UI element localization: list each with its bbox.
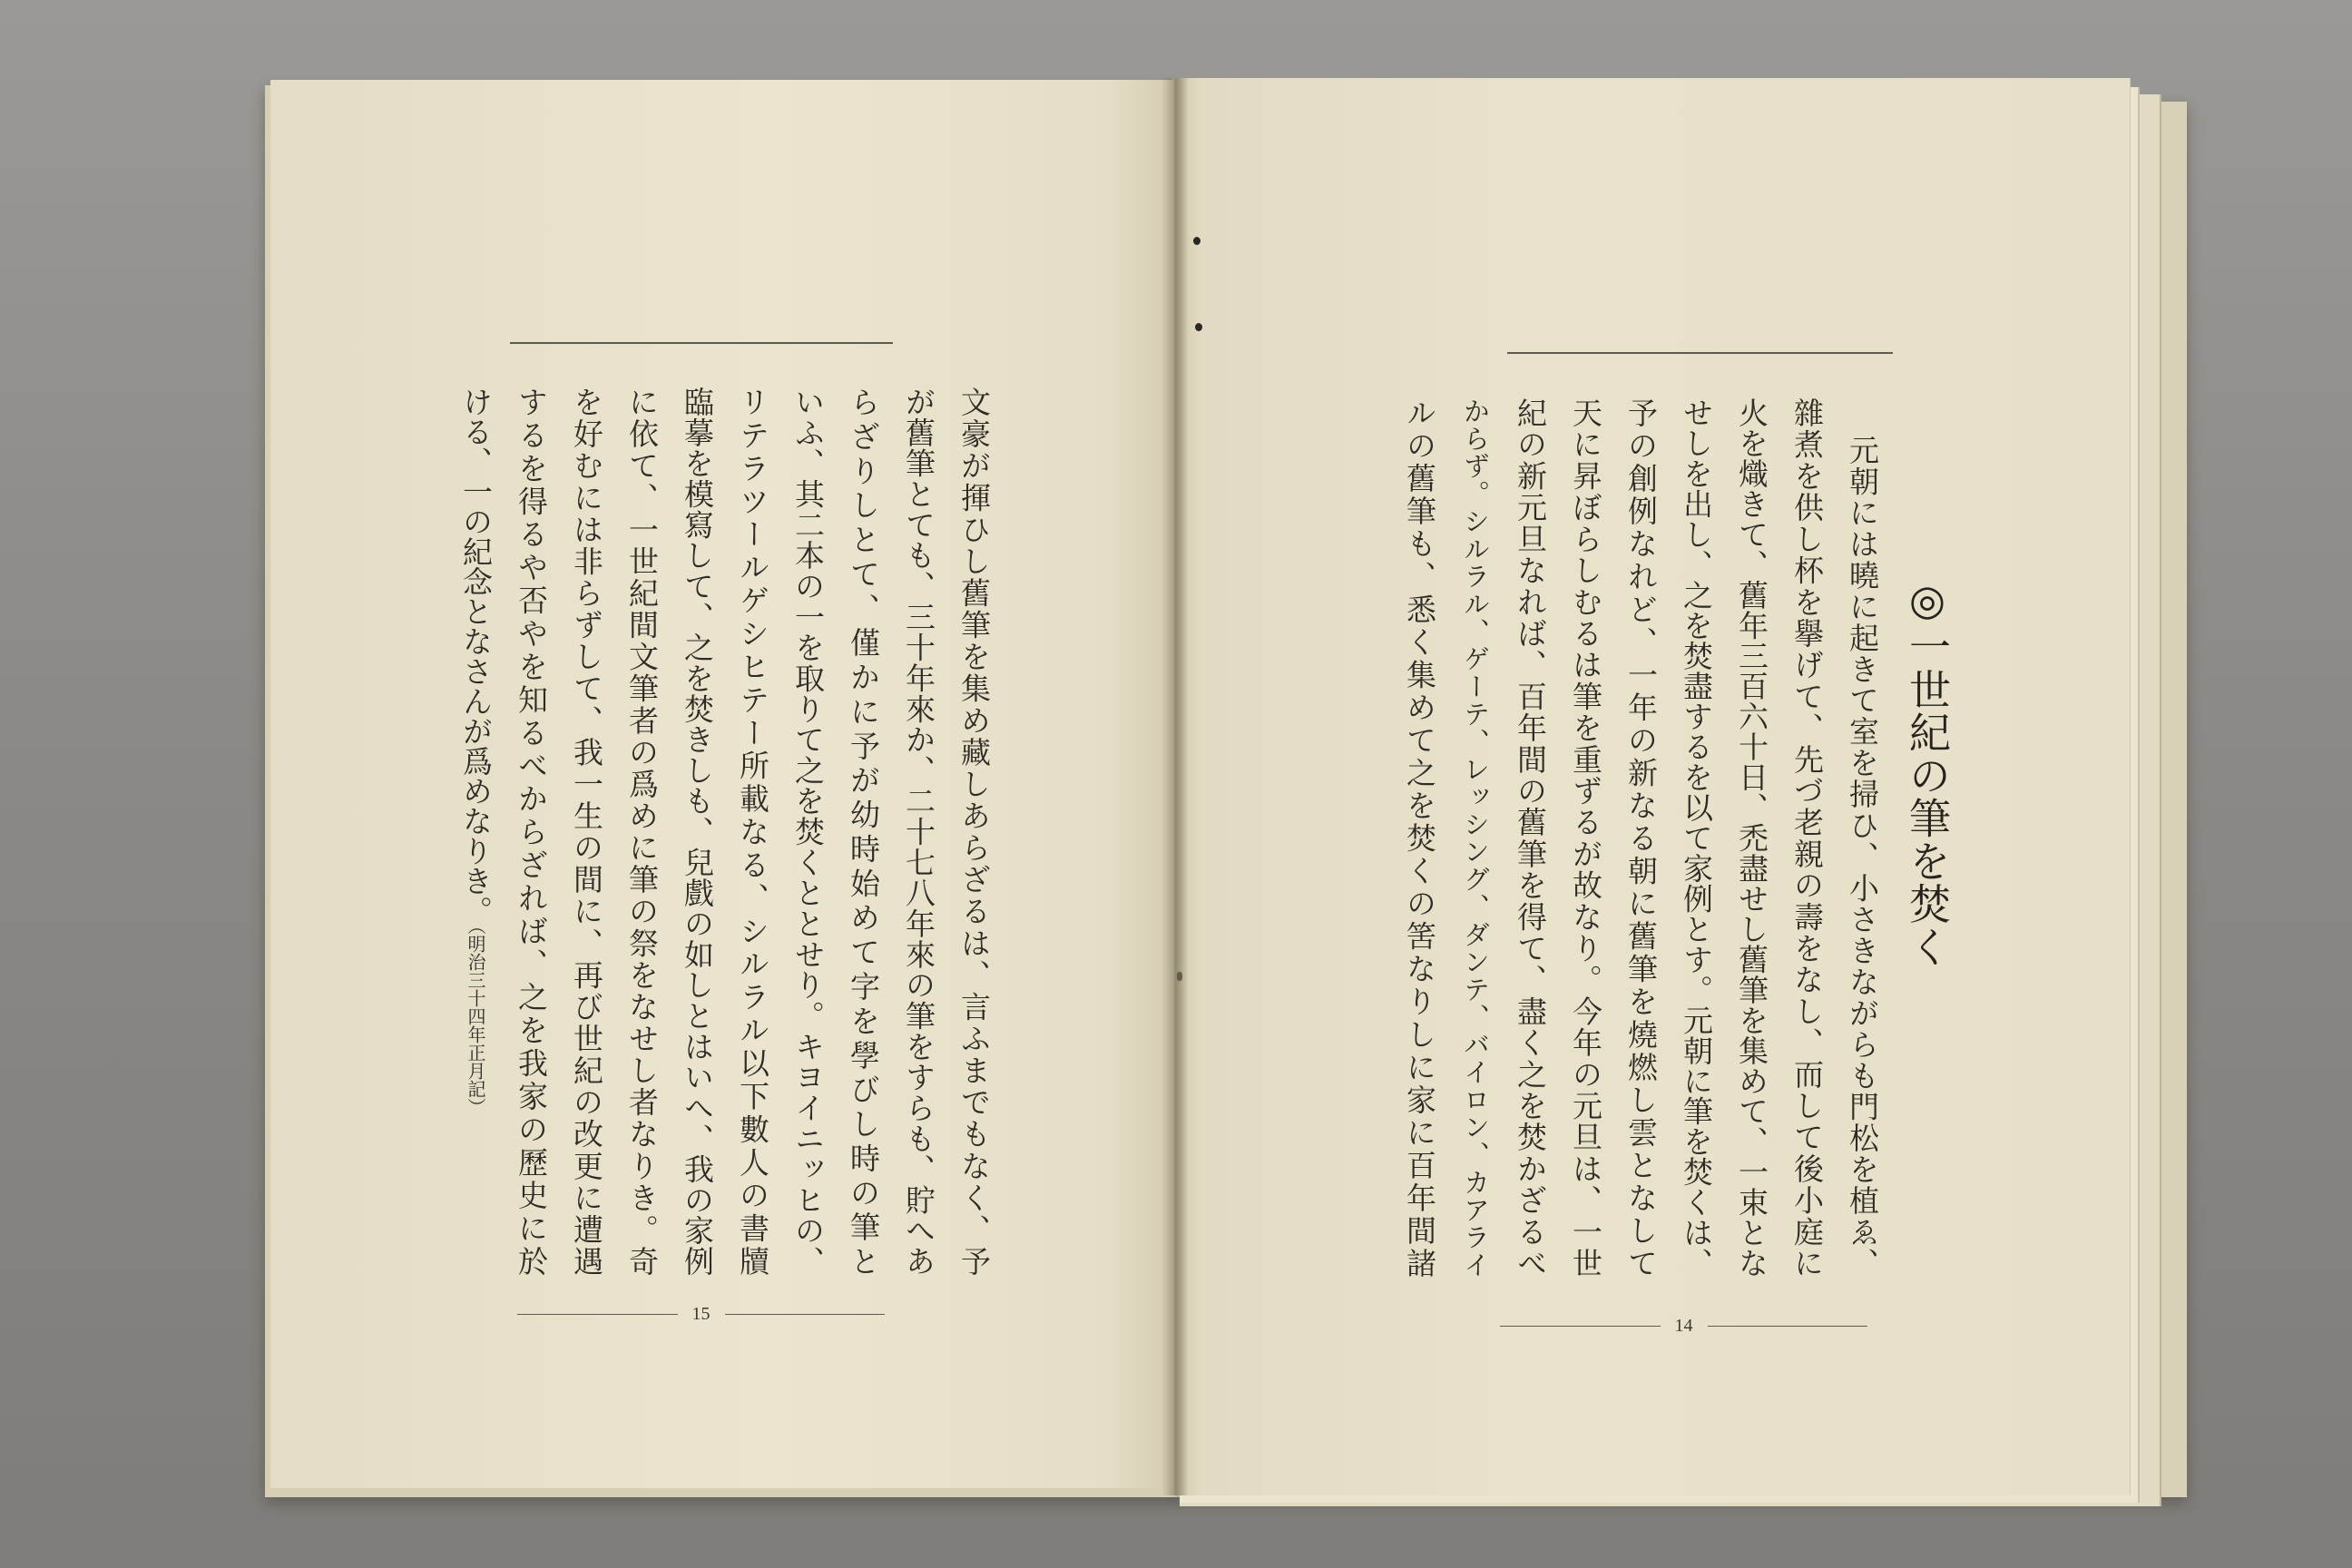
text-column: 臨摹を模寫して、之を焚きしも、兒戲の如しとはいへ、我の家例 (680, 387, 715, 1276)
text-column: 元朝には曉に起きて室を掃ひ、小さきながらも門松を植ゑ、 (1845, 435, 1880, 1279)
text-column: 雜煮を供し杯を擧げて、先づ老親の壽をなし、而して後小庭に (1789, 397, 1825, 1278)
text-column-main: ける、一の紀念となさんが爲めなりき。 (458, 387, 494, 926)
text-column: リテラツールゲシヒテー所載なる、シルラル以下數人の書牘 (735, 387, 770, 1276)
text-column: を好むには非らずして、我一生の間に、再び世紀の改更に遭遇 (569, 387, 604, 1276)
footer-rule (725, 1314, 886, 1315)
text-column: 火を熾きて、舊年三百六十日、禿盡せし舊筆を集めて、一束とな (1734, 397, 1769, 1279)
text-column: するを得るや否やを知るべからざれば、之を我家の歷史に於 (514, 387, 549, 1276)
text-column: が舊筆とても、三十年來か、二十七八年來の筆をすらも、貯へあ (901, 387, 936, 1276)
text-column: 文豪が揮ひし舊筆を集め藏しあらざるは、言ふまでもなく、予 (956, 387, 992, 1276)
footer-rule (1708, 1326, 1868, 1327)
text-column: からず。シルラル、ゲーテ、レッシング、ダンテ、バイロン、カアライ (1460, 397, 1491, 1278)
body-text (448, 387, 1002, 1276)
section-title: ◎一世紀の筆を焚く (1903, 575, 1952, 967)
top-rule (1507, 352, 1893, 354)
page-footer (517, 1303, 885, 1325)
right-page (1172, 78, 2131, 1495)
text-column: 予の創例なれど、一年の新なる朝に舊筆を燒燃し雲となして (1623, 397, 1659, 1278)
left-page (270, 80, 1178, 1488)
date-note: （明治三十四年正月記） (465, 926, 486, 1116)
body-text (1392, 397, 1890, 1278)
text-column: 紀の新元旦なれば、百年間の舊筆を得て、盡く之を焚かざるべ (1513, 397, 1548, 1278)
text-column: ルの舊筆も、悉く集めて之を焚くの筈なりしに家に百年間諸 (1402, 397, 1437, 1278)
book-gutter (1161, 78, 1189, 1495)
footer-rule (517, 1314, 678, 1315)
page-number: 14 (1674, 1315, 1693, 1336)
text-column: 天に昇ぼらしむるは筆を重ずるが故なり。今年の元旦は、一世 (1568, 397, 1603, 1278)
top-rule (510, 342, 893, 344)
binding-hole (1195, 323, 1202, 331)
text-column: に依て、一世紀間文筆者の爲めに筆の祭をなせし者なりき。奇 (624, 387, 660, 1277)
page-number: 15 (691, 1303, 710, 1324)
text-column (448, 387, 504, 1276)
text-column: せしを出し、之を焚盡するを以て家例とす。元朝に筆を焚くは、 (1679, 397, 1714, 1279)
text-column: らざりしとて、僅かに予が幼時始めて字を學びし時の筆と (846, 387, 881, 1277)
text-column: いふ、其二本の一を取りて之を焚くととせり。キヨイニッヒの、 (790, 387, 826, 1276)
page-footer (1500, 1315, 1867, 1337)
binding-hole (1193, 237, 1200, 245)
footer-rule (1500, 1326, 1661, 1327)
